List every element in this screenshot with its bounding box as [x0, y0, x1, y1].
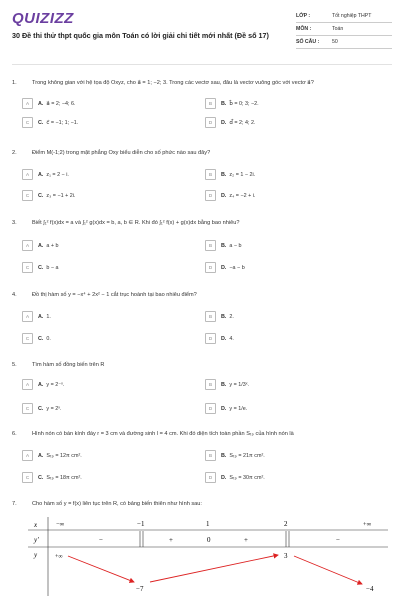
option-letter: C. — [38, 405, 44, 412]
option-letter: B. — [221, 313, 227, 320]
option-text: y = 1/e. — [229, 405, 248, 412]
option-text: z₃ = −1 + 2i. — [46, 192, 76, 199]
option-letter: D. — [221, 119, 227, 126]
decrease-arrow — [68, 556, 134, 582]
option-letter: C. — [38, 474, 44, 481]
option-box: C — [22, 403, 33, 414]
option-box: D — [205, 472, 216, 483]
option-letter: D. — [221, 192, 227, 199]
info-value: 50 — [332, 39, 338, 45]
question-number: 7. — [12, 501, 17, 507]
option-box: B — [205, 450, 216, 461]
option-text: Sₜₚ = 18π cm². — [46, 474, 82, 481]
option-text: b⃗ = 0; 3; −2. — [229, 100, 259, 107]
sign: 0 — [207, 536, 211, 544]
option-text: d⃗ = 2; 4; 2. — [229, 119, 256, 126]
info-label: SỐ CÂU : — [296, 39, 320, 45]
question-text: Biết ∫₁² f(x)dx = a và ∫₁² g(x)dx = b, a, b ∈ R. Khi đó ∫₁² f(x) + g(x)dx bằng bao nhiêu? — [32, 220, 240, 226]
question-text: Đồ thị hàm số y = −x⁴ + 2x² − 1 cắt trục hoành tại bao nhiêu điểm? — [32, 292, 197, 298]
option-text: y = 1/3ˣ. — [229, 381, 250, 388]
option-text: z₄ = −2 + i. — [229, 192, 256, 199]
question-text: Điểm M(-1;2) trong mặt phẳng Oxy biểu diễn cho số phức nào sau đây? — [32, 150, 211, 156]
info-label: LỚP : — [296, 13, 311, 19]
decrease-arrow — [294, 556, 362, 584]
info-value: Tốt nghiệp THPT — [332, 13, 372, 19]
option-text: −a − b — [229, 264, 245, 271]
page-title: 30 Đề thi thử thpt quốc gia môn Toán có lời giải chi tiết mới nhất (Đề số 17) — [12, 31, 269, 40]
option-box: C — [22, 190, 33, 201]
option-letter: D. — [221, 405, 227, 412]
option-text: y = 2⁻ˣ. — [46, 381, 65, 388]
row-label-x: x — [34, 521, 38, 529]
option-box: A — [22, 169, 33, 180]
y-value: 3 — [284, 552, 288, 560]
option-text: Sₜₚ = 30π cm². — [229, 474, 265, 481]
sign: + — [244, 536, 248, 544]
row-label-y: y — [34, 551, 38, 559]
x-value: 1 — [206, 520, 210, 528]
sign: + — [169, 536, 173, 544]
option-letter: B. — [221, 171, 227, 178]
quizizz-logo: QUIZIZZ — [12, 10, 74, 27]
y-value: +∞ — [55, 554, 63, 560]
option-text: c⃗ = −1; 1; −1. — [46, 119, 79, 126]
option-box: C — [22, 117, 33, 128]
option-text: a + b — [46, 242, 59, 249]
question-number: 4. — [12, 292, 17, 298]
option-box: B — [205, 311, 216, 322]
option-text: 4. — [229, 335, 234, 342]
question-text: Tìm hàm số đồng biến trên R — [32, 362, 105, 368]
option-text: a − b — [229, 242, 242, 249]
option-box: D — [205, 262, 216, 273]
x-value: −1 — [137, 520, 145, 528]
option-box: C — [22, 333, 33, 344]
option-text: 1. — [46, 313, 51, 320]
option-box: D — [205, 117, 216, 128]
question-number: 6. — [12, 431, 17, 437]
option-box: C — [22, 472, 33, 483]
option-text: 2. — [229, 313, 234, 320]
sign: − — [336, 536, 340, 544]
option-text: z₂ = 1 − 2i. — [229, 171, 256, 178]
option-box: C — [22, 262, 33, 273]
info-value: Toán — [332, 26, 344, 32]
option-box: B — [205, 379, 216, 390]
option-box: A — [22, 98, 33, 109]
option-letter: A. — [38, 100, 44, 107]
option-letter: C. — [38, 264, 44, 271]
option-letter: B. — [221, 242, 227, 249]
option-box: D — [205, 190, 216, 201]
option-letter: D. — [221, 335, 227, 342]
option-text: Sₜₚ = 21π cm². — [229, 452, 265, 459]
info-label: MÔN : — [296, 26, 312, 32]
y-value: −4 — [366, 585, 374, 593]
question-text: Hình nón có bán kính đáy r = 3 cm và đường sinh l = 4 cm. Khi đó diện tích toàn phần Sₜₚ của hình nón là — [32, 431, 294, 437]
option-letter: A. — [38, 171, 44, 178]
option-letter: B. — [221, 452, 227, 459]
option-letter: D. — [221, 474, 227, 481]
x-value: −∞ — [56, 521, 65, 528]
question-text: Cho hàm số y = f(x) liên tục trên R, có bảng biến thiên như hình sau: — [32, 501, 202, 507]
option-letter: A. — [38, 242, 44, 249]
option-letter: B. — [221, 381, 227, 388]
question-number: 5. — [12, 362, 17, 368]
option-text: Sₜₚ = 12π cm². — [46, 452, 82, 459]
sign: − — [99, 536, 103, 544]
option-text: 0. — [46, 335, 51, 342]
option-text: a⃗ = 2; −4; 6. — [46, 100, 76, 107]
question-number: 3. — [12, 220, 17, 226]
option-letter: A. — [38, 452, 44, 459]
option-box: A — [22, 450, 33, 461]
row-label-yprime: y' — [34, 536, 39, 544]
question-number: 2. — [12, 150, 17, 156]
option-letter: B. — [221, 100, 227, 107]
option-letter: C. — [38, 335, 44, 342]
option-box: A — [22, 240, 33, 251]
increase-arrow — [150, 555, 278, 582]
option-box: A — [22, 311, 33, 322]
x-value: 2 — [284, 520, 288, 528]
option-text: b − a — [46, 264, 59, 271]
option-box: B — [205, 98, 216, 109]
y-value: −7 — [136, 585, 144, 593]
question-number: 1. — [12, 80, 17, 86]
option-text: z₁ = 2 − i. — [46, 171, 69, 178]
option-box: D — [205, 403, 216, 414]
option-letter: A. — [38, 313, 44, 320]
option-box: B — [205, 169, 216, 180]
option-text: y = 2ˣ. — [46, 405, 62, 412]
option-letter: D. — [221, 264, 227, 271]
option-box: A — [22, 379, 33, 390]
option-letter: C. — [38, 192, 44, 199]
question-text: Trong không gian với hệ tọa độ Oxyz, cho a⃗ = 1; −2; 3. Trong các vectơ sau, đâu là vectơ vuông góc với vectơ a⃗? — [32, 80, 314, 86]
x-value: +∞ — [363, 521, 372, 528]
option-box: D — [205, 333, 216, 344]
option-box: B — [205, 240, 216, 251]
option-letter: A. — [38, 381, 44, 388]
option-letter: C. — [38, 119, 44, 126]
